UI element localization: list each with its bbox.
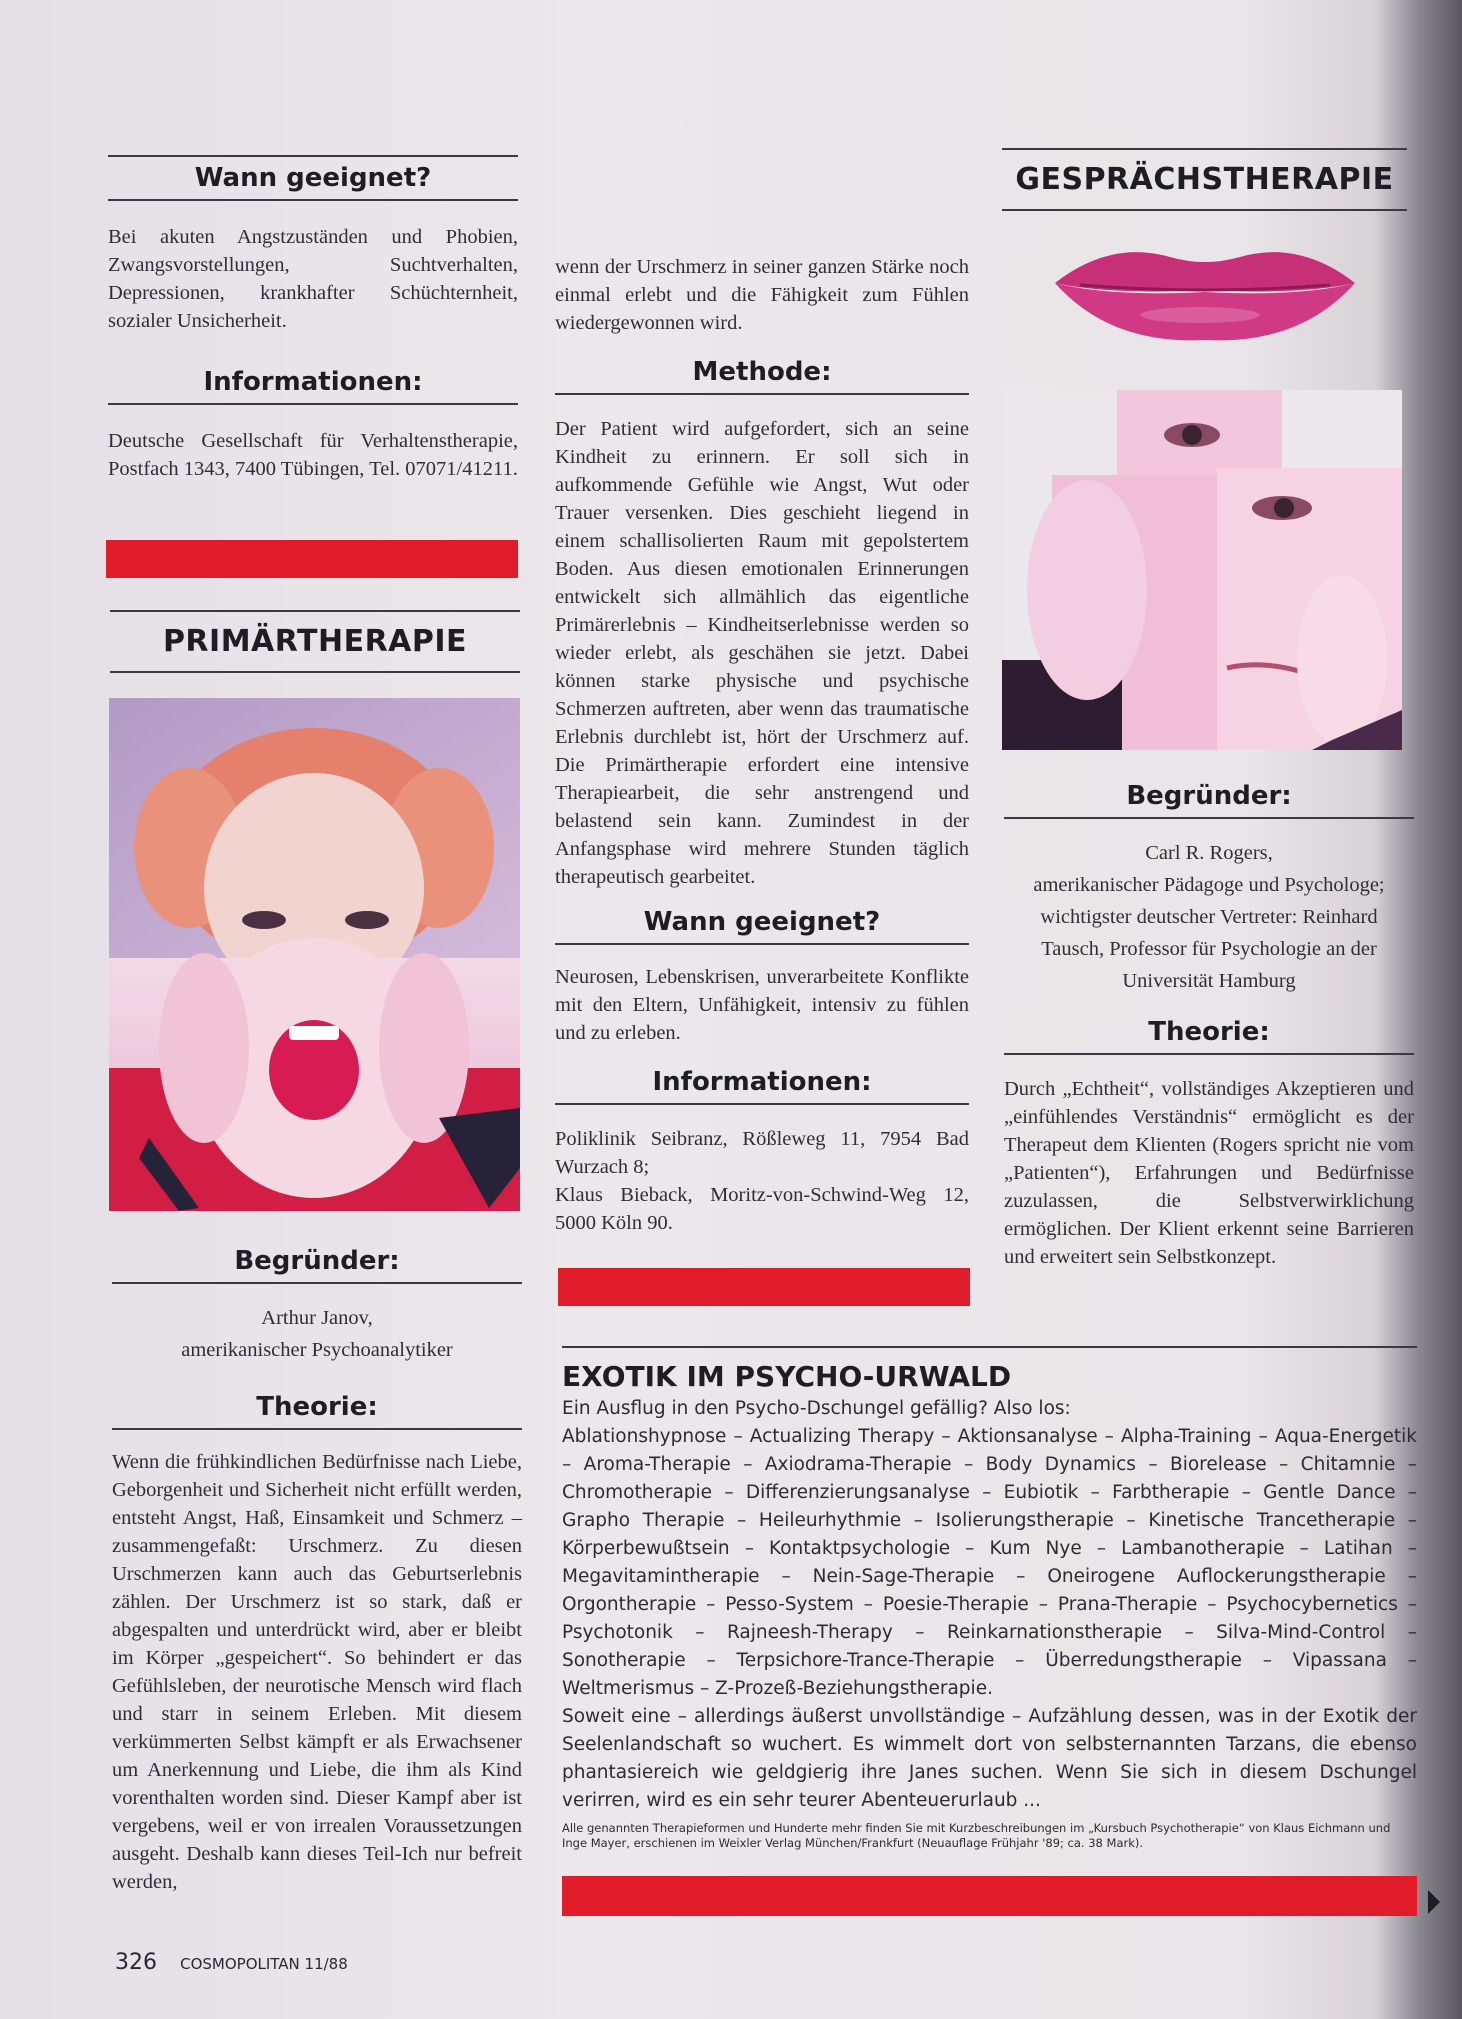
theorie-text-left: Wenn die frühkindlichen Bedürfnisse nach Liebe, Geborgenheit und Sicherheit nicht erfüllt werden, entsteht Angst, Haß, Einsamkeit und Schmerz – zusammengefaßt: Urschmerz. Zu diesen Urschmerzen kann auch das Geburtserlebnis zählen. Der Urschmerz ist so stark, daß er abgespalten und unterdrückt wird, aber er bleibt im Körper „gespeichert“. So behindert er das Gefühlsleben, der neurotische Mensch wird flach und starr in seinem Erleben. Mit diesem verkümmerten Selbst kämpft er als Erwachsener um Anerkennung und Liebe, die ihm als Kind vorenthalten worden sind. Dieser Kampf aber ist vergebens, weil er von irrealen Voraussetzungen ausgeht. Deshalb kann dieses Teil-Ich nur befreit werden,	[112, 1451, 522, 1893]
face-collage-icon	[1002, 390, 1402, 750]
informationen-line-1: Poliklinik Seibranz, Rößleweg 11, 7954 Bad Wurzach 8;	[555, 1128, 969, 1178]
methode-text: Der Patient wird aufgefordert, sich an seine Kindheit zu erinnern. Er soll sich in aufkommende Gefühle wie Angst, Wut oder Trauer versenken. Dies geschieht liegend in einem schallisolierten Raum mit gepolstertem Boden. Aus diesen emotionalen Erinnerungen entwickelt sich allmählich das eigentliche Primärerlebnis – Kindheitserlebnisse werden so wieder erlebt, als geschähen sie jetzt. Dabei können starke physische und psychische Schmerzen auftreten, aber wenn das traumatische Erlebnis durchlebt ist, hört der Urschmerz auf. Die Primärtherapie erfordert eine intensive Therapiearbeit, die sehr anstrengend und belastend sein kann. Zumindest in der Anfangsphase wird mehrere Stunden täglich therapeutisch gearbeitet.	[555, 418, 969, 888]
exotik-title: EXOTIK IM PSYCHO-URWALD	[562, 1360, 1012, 1393]
wann-geeignet-heading-middle: Wann geeignet?	[555, 901, 969, 945]
screaming-face-collage-icon	[109, 698, 520, 1211]
magazine-issue: COSMOPOLITAN 11/88	[180, 1955, 348, 1973]
theorie-text-right: Durch „Echtheit“, vollständiges Akzeptieren und „einfühlendes Verständnis“ ermöglicht es der Therapeut dem Klienten (Rogers spricht nie vom „Patienten“), Erfahrungen und Bedürfnisse zuzulassen, die Selbstverwirklichung ermöglichen. Der Klient erkennt seine Barrieren und erweitert sein Selbstkonzept.	[1004, 1078, 1414, 1268]
exotik-box	[562, 1346, 1417, 1851]
begruender-role-left: amerikanischer Psychoanalytiker	[181, 1339, 453, 1361]
lips-icon	[1050, 235, 1360, 345]
methode-heading: Methode:	[555, 351, 969, 395]
begruender-line: amerikanischer Pädagoge und Psychologe;	[1033, 874, 1385, 896]
exotik-therapy-list: Ablationshypnose – Actualizing Therapy – Aktionsanalyse – Alpha-Training – Aqua-Energetik – Aroma-Therapie – Axiodrama-Therapie – Body Dynamics – Biorelease – Chitamnie – Chromotherapie – Differenzierungsanalyse – Eubiotik – Farbtherapie – Gentle Dance – Grapho Therapie – Heileurhythmie – Isolierungstherapie – Kinetische Trancetherapie – Körperbewußtsein – Kontaktpsychologie – Kum Nye – Lambanotherapie – Latihan – Megavitamintherapie – Nein-Sage-Therapie – Oneirogene Auflockerungstherapie – Orgontherapie – Pesso-System – Poesie-Therapie – Prana-Therapie – Psychocybernetics – Psychotonik – Rajneesh-Therapy – Reinkarnationstherapie – Silva-Mind-Control – Sonotherapie – Terpsichore-Trance-Therapie – Überredungstherapie – Vipassana – Weltmerismus – Z-Prozeß-Beziehungstherapie.	[562, 1426, 1417, 1699]
begruender-line: wichtigster deutscher Vertreter: Reinhard	[1040, 906, 1378, 928]
red-divider-bottom	[562, 1876, 1417, 1916]
begruender-line: Carl R. Rogers,	[1145, 842, 1273, 864]
informationen-text-left: Deutsche Gesellschaft für Verhaltenstherapie, Postfach 1343, 7400 Tübingen, Tel. 07071/41211.	[108, 430, 518, 480]
page-footer	[115, 1950, 348, 1975]
informationen-heading-left: Informationen:	[108, 361, 518, 405]
exotik-footnote: Alle genannten Therapieformen und Hunderte mehr finden Sie mit Kurzbeschreibungen im „Kursbuch Psychotherapie“ von Klaus Eichmann und Inge Mayer, erschienen im Weixler Verlag München/Frankfurt (Neuauflage Frühjahr '89; ca. 38 Mark).	[562, 1821, 1391, 1850]
left-column-lower	[112, 1240, 522, 1896]
gespraechstherapie-title: GESPRÄCHSTHERAPIE	[1002, 148, 1407, 211]
begruender-heading-right: Begründer:	[1004, 775, 1414, 819]
exotik-intro: Ein Ausflug in den Psycho-Dschungel gefällig? Also los:	[562, 1398, 1071, 1419]
begruender-heading-left: Begründer:	[112, 1240, 522, 1284]
wann-geeignet-heading-left: Wann geeignet?	[108, 155, 518, 201]
red-divider-left	[106, 540, 518, 578]
theorie-heading-right: Theorie:	[1004, 1011, 1414, 1055]
middle-column	[555, 253, 969, 1237]
informationen-heading-middle: Informationen:	[555, 1061, 969, 1105]
begruender-lines-right	[1004, 837, 1414, 997]
primaertherapie-collage-image	[109, 698, 520, 1211]
left-column	[108, 155, 518, 483]
begruender-line: Universität Hamburg	[1122, 970, 1296, 992]
theorie-heading-left: Theorie:	[112, 1386, 522, 1430]
page-number: 326	[115, 1950, 157, 1975]
informationen-line-2: Klaus Bieback, Moritz-von-Schwind-Weg 12, 5000 Köln 90.	[555, 1184, 969, 1234]
lips-image	[1050, 235, 1360, 345]
continued-text-middle: wenn der Urschmerz in seiner ganzen Stärke noch einmal erlebt und die Fähigkeit zum Fühlen wiedergewonnen wird.	[555, 256, 969, 334]
begruender-name-left: Arthur Janov,	[261, 1307, 373, 1329]
wann-geeignet-text-middle: Neurosen, Lebenskrisen, unverarbeitete Konflikte mit den Eltern, Unfähigkeit, intensiv zu fühlen und zu erleben.	[555, 966, 969, 1044]
red-divider-middle	[558, 1268, 970, 1306]
gespraechstherapie-collage-image	[1002, 390, 1402, 750]
wann-geeignet-text-left: Bei akuten Angstzuständen und Phobien, Zwangsvorstellungen, Suchtverhalten, Depressionen, krankhafter Schüchternheit, sozialer Unsicherheit.	[108, 226, 518, 332]
begruender-line: Tausch, Professor für Psychologie an der	[1041, 938, 1377, 960]
page-turn-arrow-icon	[1428, 1890, 1440, 1914]
right-column-lower	[1004, 775, 1414, 1271]
exotik-outro: Soweit eine – allerdings äußerst unvollständige – Aufzählung dessen, was in der Exotik der Seelenlandschaft so wuchert. Es wimmelt dort von selbsternannten Tarzans, die ebenso phantasiereich wie geldgierig ihre Janes suchen. Wenn Sie sich in diesem Dschungel verirren, wird es ein sehr teurer Abenteuerurlaub ...	[562, 1706, 1417, 1811]
primaertherapie-title: PRIMÄRTHERAPIE	[110, 610, 520, 673]
